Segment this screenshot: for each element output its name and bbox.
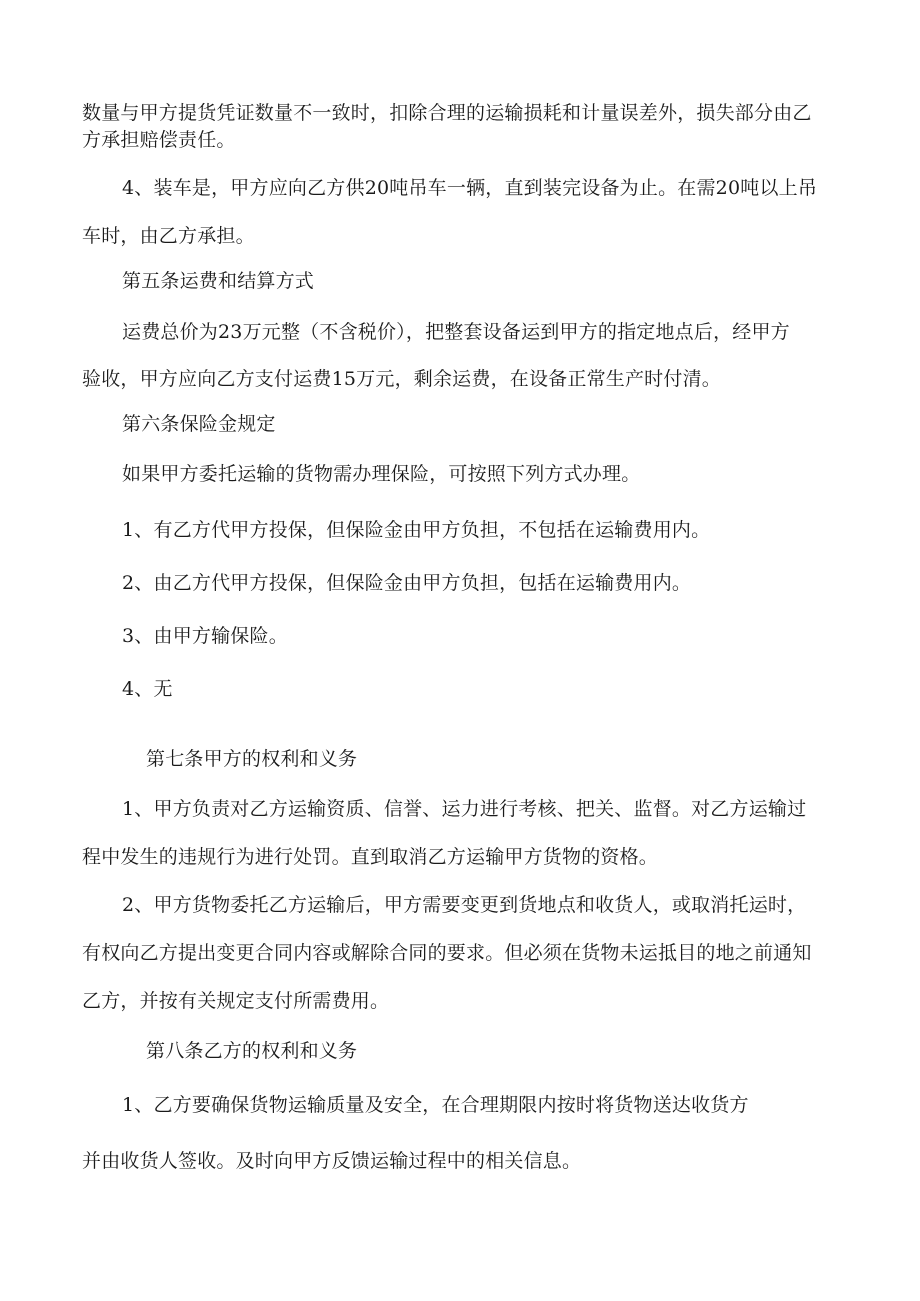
paragraph-line: 有权向乙方提出变更合同内容或解除合同的要求。但必须在货物未运抵目的地之前通知 (82, 942, 812, 964)
paragraph-line: 车时，由乙方承担。 (82, 225, 255, 247)
list-item: 2、由乙方代甲方投保，但保险金由甲方负担，包括在运输费用内。 (122, 572, 692, 594)
paragraph-line: 程中发生的违规行为进行处罚。直到取消乙方运输甲方货物的资格。 (82, 846, 659, 868)
paragraph-line: 并由收货人签收。及时向甲方反馈运输过程中的相关信息。 (82, 1150, 582, 1172)
paragraph-line: 验收，甲方应向乙方支付运费15万元，剩余运费，在设备正常生产时付清。 (82, 368, 721, 390)
section-heading: 第五条运费和结算方式 (122, 270, 315, 292)
paragraph-line: 乙方，并按有关规定支付所需费用。 (82, 990, 390, 1012)
paragraph-line: 2、甲方货物委托乙方运输后，甲方需要变更到货地点和收货人，或取消托运时， (122, 894, 807, 916)
section-heading: 第七条甲方的权利和义务 (146, 748, 358, 770)
paragraph-line: 运费总价为23万元整（不含税价），把整套设备运到甲方的指定地点后，经甲方 (122, 321, 790, 343)
list-item: 1、有乙方代甲方投保，但保险金由甲方负担，不包括在运输费用内。 (122, 519, 711, 541)
paragraph-line: 1、乙方要确保货物运输质量及安全，在合理期限内按时将货物送达收货方 (122, 1094, 749, 1116)
paragraph-line: 1、甲方负责对乙方运输资质、信誉、运力进行考核、把关、监督。对乙方运输过 (122, 798, 807, 820)
section-heading: 第八条乙方的权利和义务 (146, 1040, 358, 1062)
list-item: 3、由甲方输保险。 (122, 625, 288, 647)
paragraph-line: 方承担赔偿责任。 (82, 129, 236, 151)
paragraph-line: 4、装车是，甲方应向乙方供20吨吊车一辆，直到装完设备为止。在需20吨以上吊 (122, 177, 818, 199)
list-item: 4、无 (122, 678, 173, 700)
paragraph-line: 数量与甲方提货凭证数量不一致时，扣除合理的运输损耗和计量误差外，损失部分由乙 (82, 102, 812, 124)
paragraph-line: 如果甲方委托运输的货物需办理保险，可按照下列方式办理。 (122, 463, 641, 485)
section-heading: 第六条保险金规定 (122, 413, 276, 435)
